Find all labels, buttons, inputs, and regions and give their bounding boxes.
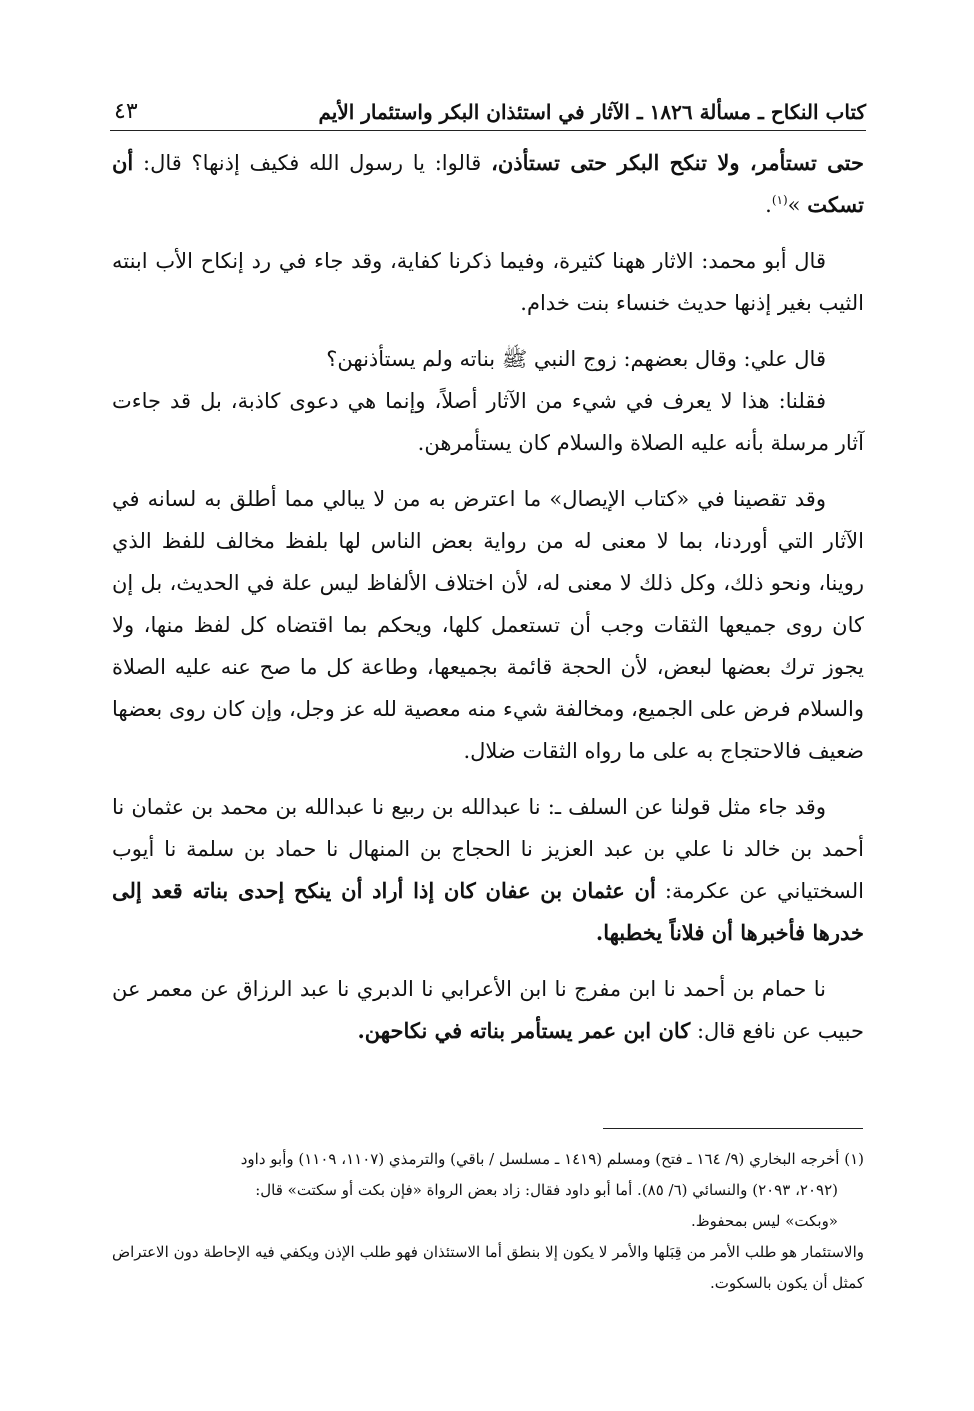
footnote-line: (٢٠٩٢، ٢٠٩٣) والنسائي (٦/ ٨٥). أما أبو داود فقال: زاد بعض الرواة «فإن بكت أو سكتت» قال: <box>255 1181 838 1199</box>
paragraph: قال أبو محمد: الاثار ههنا كثيرة، وفيما ذكرنا كفاية، وقد جاء في رد إنكاح الأب ابنته الثيب بغير إذنها حديث خنساء بنت خدام. <box>112 249 864 315</box>
paragraph <box>112 968 864 1052</box>
athar-text: كان ابن عمر يستأمر بناته في نكاحهن. <box>357 1018 691 1043</box>
closing-quote: » <box>787 193 808 217</box>
athar-text: أن عثمان بن عفان كان إذا أراد أن ينكح إحدى بناته قعد إلى خدرها فأخبرها أن فلاناً يخطبها. <box>112 878 864 945</box>
footnote-ref: (١) <box>771 193 788 207</box>
paragraph <box>112 786 864 954</box>
text-run: نا حمام بن أحمد نا ابن مفرج نا ابن الأعرابي نا الدبري نا عبد الرزاق عن معمر عن حبيب عن نافع قال: <box>112 977 864 1043</box>
hadith-text: حتى تستأمر، ولا تنكح البكر حتى تستأذن، <box>491 150 864 175</box>
footnote-separator <box>603 1128 863 1129</box>
running-header <box>110 86 866 131</box>
running-title: كتاب النكاح ـ مسألة ١٨٢٦ ـ الآثار في استئذان البكر واستئمار الأيم <box>318 100 866 124</box>
paragraph <box>112 142 864 226</box>
footnote-note: والاستئمار هو طلب الأمر من قِبَلها والأمر لا يكون إلا بنطق أما الاستئذان فهو طلب الإذن ويكفي فيه الإحاطة دون الاعتراض كمثل أن يكون بالسكوت. <box>112 1243 864 1292</box>
footnote-line: «وبكت» ليس بمحفوظ. <box>690 1212 838 1230</box>
main-text <box>112 142 864 1066</box>
text-run: وقد جاء مثل قولنا عن السلف ـ: نا عبدالله بن ربيع نا عبدالله بن محمد بن عثمان نا أحمد بن خالد نا علي بن عبد العزيز نا الحجاج بن المنهال نا حماد بن سلمة نا أيوب السختياني عن عكرمة: <box>112 795 864 903</box>
paragraph: وقد تقصينا في «كتاب الإيصال» ما اعترض به من لا يبالي مما أطلق به لسانه في الآثار التي أوردنا، بما لا معنى له من رواية بعض الناس لها بلفظ مخالف للفظ الذي روينا، ونحو ذلك، وكل ذلك لا معنى له، لأن اختلاف الألفاظ ليس علة في الحديث، بل إن كان روى جميعها الثقات وجب أن تستعمل كلها، ويحكم بما اقتضاه كل لفظ منها، ولا يجوز ترك بعضها لبعض، لأن الحجة قائمة بجميعها، وطاعة كل ما صح عنه عليه الصلاة والسلام فرض على الجميع، ومخالفة شيء منه معصية لله عز وجل، وإن كان روى بعضها ضعيف فالاحتجاج به على ما رواه الثقات ضلال. <box>112 487 864 763</box>
hadith-text: أن تسكت <box>112 150 864 217</box>
page-number: ٤٣ <box>114 99 138 124</box>
paragraph: قال علي: وقال بعضهم: زوج النبي ﷺ بناته ولم يستأذنهن؟ <box>326 347 826 371</box>
period: . <box>765 193 772 217</box>
text-run: قالوا: يا رسول الله فكيف إذنها؟ قال: <box>133 151 492 175</box>
footnotes <box>112 1144 864 1299</box>
paragraph: فقلنا: هذا لا يعرف في شيء من الآثار أصلاً، وإنما هي دعوى كاذبة، بل قد جاءت آثار مرسلة بأنه عليه الصلاة والسلام كان يستأمرهن. <box>112 389 864 455</box>
footnote-line: (١) أخرجه البخاري (٩/ ١٦٤ ـ فتح) ومسلم (١٤١٩ ـ مسلسل / باقي) والترمذي (١١٠٧، ١١٠٩) وأبو داود <box>240 1150 864 1168</box>
